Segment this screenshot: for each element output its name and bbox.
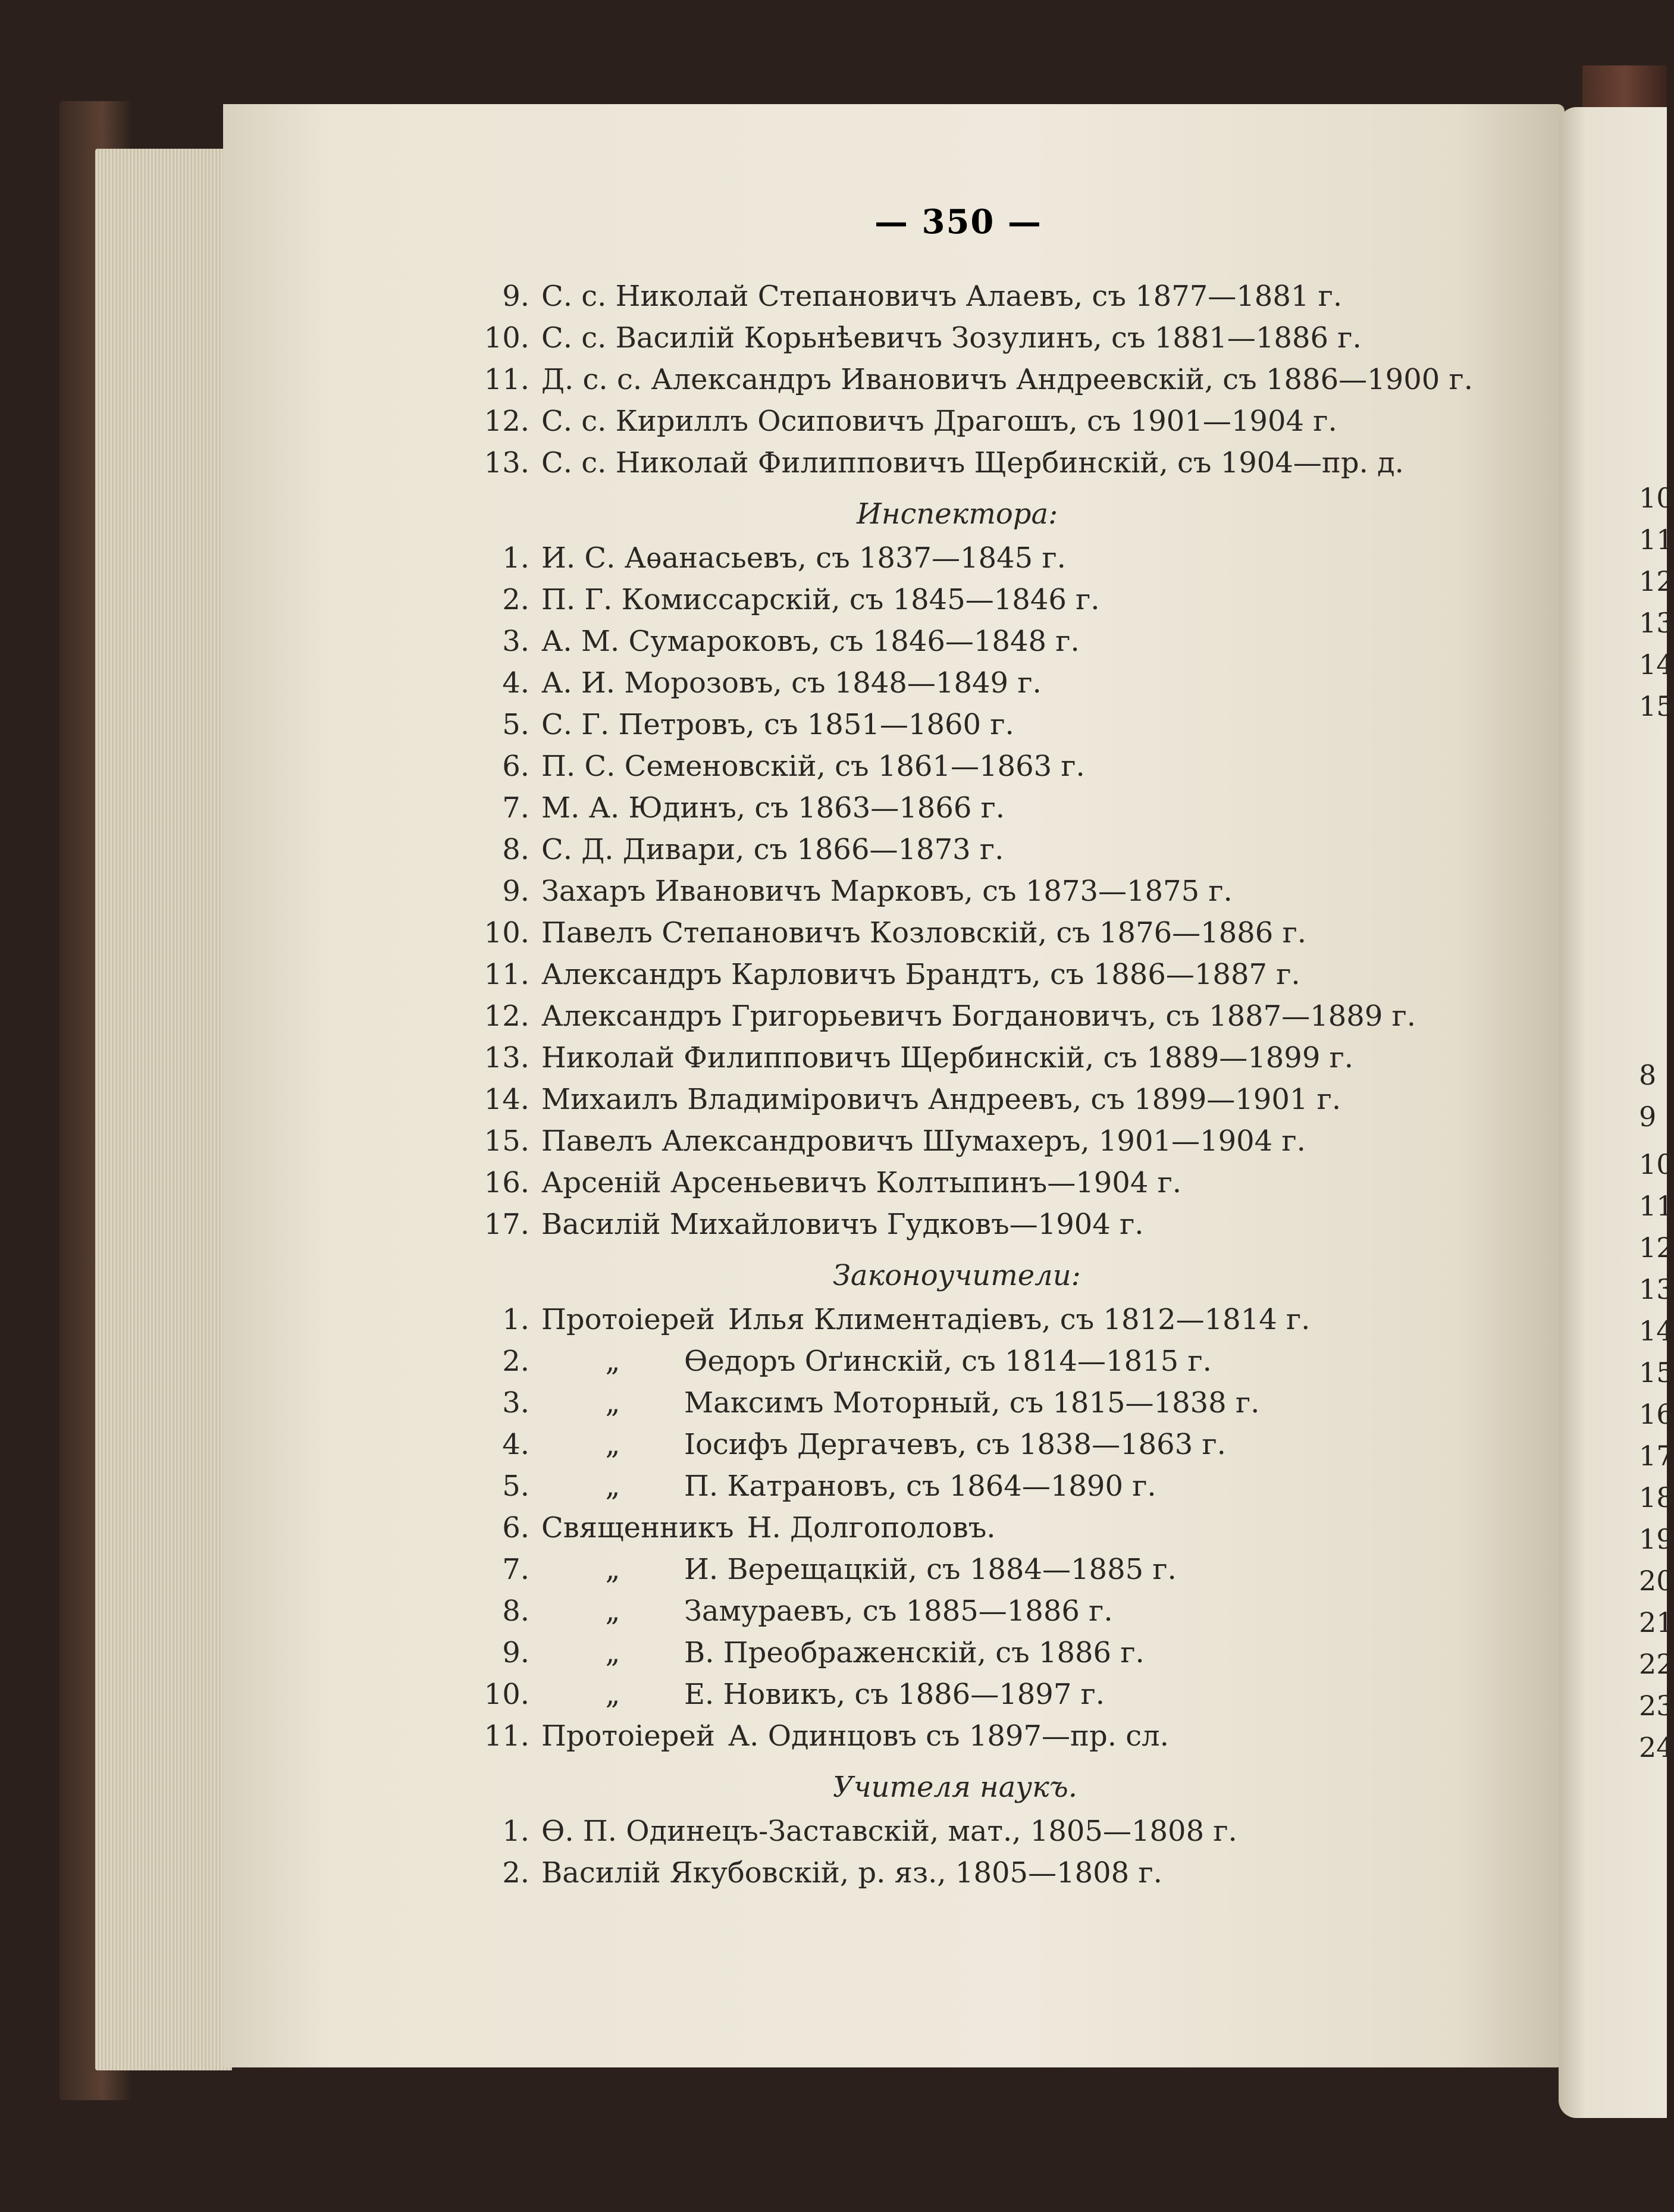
row-text: Михаилъ Владиміровичъ Андреевъ, съ 1899—1901 г. (541, 1083, 1341, 1116)
row-number: 13. (484, 1041, 529, 1074)
row-text: С. с. Кириллъ Осиповичъ Драгошъ, съ 1901—1904 г. (541, 405, 1337, 438)
clergy-title: Протоіерей (541, 1719, 715, 1753)
director-row (476, 363, 1473, 405)
law-teacher-row (476, 1511, 996, 1553)
row-number: 2. (502, 583, 529, 616)
row-text: Ѳ. П. Одинецъ-Заставскій, мат., 1805—1808 г. (541, 1815, 1237, 1848)
right-page (1559, 107, 1674, 2118)
row-number: 4. (502, 1428, 529, 1461)
row-text: Арсеній Арсеньевичъ Колтыпинъ—1904 г. (541, 1166, 1182, 1199)
row-number: 11. (484, 1719, 529, 1753)
right-page-number-fragment: 12 (1639, 1232, 1674, 1264)
row-number: 17. (484, 1208, 529, 1241)
inspector-row (476, 1083, 1341, 1124)
right-page-number-fragment: 14 (1639, 1315, 1674, 1347)
right-page-number-fragment: 15 (1639, 690, 1674, 722)
row-number: 11. (484, 363, 529, 396)
row-text: С. с. Василій Корьнѣевичъ Зозулинъ, съ 1881—1886 г. (541, 321, 1362, 355)
law-teacher-row (476, 1678, 1105, 1719)
clergy-title: „ (605, 1594, 620, 1628)
right-page-number-fragment: 13 (1639, 607, 1674, 639)
row-number: 12. (484, 1000, 529, 1033)
clergy-title: „ (605, 1428, 620, 1461)
row-text: Василій Михайловичъ Гудковъ—1904 г. (541, 1208, 1144, 1241)
law-teacher-row (476, 1428, 1226, 1470)
row-text: С. с. Николай Филипповичъ Щербинскій, съ 1904—пр. д. (541, 446, 1404, 480)
inspector-row (476, 708, 1014, 750)
clergy-title: „ (605, 1470, 620, 1503)
clergy-title: „ (605, 1678, 620, 1711)
row-text: М. А. Юдинъ, съ 1863—1866 г. (541, 791, 1005, 825)
right-page-number-fragment: 10 (1639, 482, 1674, 514)
row-text: Захаръ Ивановичъ Марковъ, съ 1873—1875 г. (541, 875, 1233, 908)
row-number: 11. (484, 958, 529, 991)
right-page-number-fragment: 8 (1639, 1059, 1657, 1091)
row-text: Александръ Григорьевичъ Богдановичъ, съ 1887—1889 г. (541, 1000, 1416, 1033)
row-text: Николай Филипповичъ Щербинскій, съ 1889—1899 г. (541, 1041, 1354, 1074)
law-teacher-row (476, 1719, 1169, 1761)
row-number: 8. (502, 1594, 529, 1628)
row-text: С. с. Николай Степановичъ Алаевъ, съ 1877—1881 г. (541, 280, 1343, 313)
row-number: 2. (502, 1345, 529, 1378)
inspector-row (476, 916, 1306, 958)
right-page-number-fragment: 21 (1639, 1606, 1674, 1638)
right-page-number-fragment: 19 (1639, 1523, 1674, 1555)
row-text: Іосифъ Дергачевъ, съ 1838—1863 г. (684, 1428, 1226, 1461)
inspector-row (476, 875, 1233, 916)
right-page-number-fragment: 11 (1639, 1190, 1674, 1222)
right-page-number-fragment: 24 (1639, 1731, 1674, 1763)
clergy-title: „ (605, 1386, 620, 1420)
page-number: — 350 — (874, 202, 1042, 242)
row-text: И. Верещацкій, съ 1884—1885 г. (684, 1553, 1177, 1586)
row-text: С. Д. Дивари, съ 1866—1873 г. (541, 833, 1004, 866)
director-row (476, 280, 1342, 321)
row-number: 10. (484, 1678, 529, 1711)
row-number: 9. (502, 280, 529, 313)
law-teacher-row (476, 1470, 1156, 1511)
science-teacher-row (476, 1856, 1162, 1898)
row-number: 16. (484, 1166, 529, 1199)
row-number: 5. (502, 708, 529, 741)
row-text: П. Катрановъ, съ 1864—1890 г. (684, 1470, 1156, 1503)
law-teacher-row (476, 1553, 1177, 1594)
inspector-row (476, 1208, 1143, 1249)
row-number: 1. (502, 541, 529, 575)
row-number: 5. (502, 1470, 529, 1503)
row-number: 9. (502, 1636, 529, 1669)
row-number: 6. (502, 750, 529, 783)
row-text: Павелъ Степановичъ Козловскій, съ 1876—1886 г. (541, 916, 1306, 950)
clergy-title: „ (605, 1636, 620, 1669)
row-number: 2. (502, 1856, 529, 1890)
right-page-number-fragment: 23 (1639, 1690, 1674, 1722)
law-teacher-row (476, 1594, 1113, 1636)
law-teacher-row (476, 1345, 1212, 1386)
right-page-number-fragment: 17 (1639, 1440, 1674, 1472)
row-text: П. Г. Комиссарскій, съ 1845—1846 г. (541, 583, 1100, 616)
row-number: 7. (502, 1553, 529, 1586)
row-text: И. С. Аѳанасьевъ, съ 1837—1845 г. (541, 541, 1066, 575)
row-text: В. Преображенскій, съ 1886 г. (684, 1636, 1145, 1669)
right-page-number-fragment: 22 (1639, 1648, 1674, 1680)
row-number: 1. (502, 1303, 529, 1336)
row-text: Ѳедоръ Оґинскій, съ 1814—1815 г. (684, 1345, 1212, 1378)
row-number: 13. (484, 446, 529, 480)
clergy-title: Священникъ (541, 1511, 734, 1544)
row-number: 12. (484, 405, 529, 438)
row-number: 14. (484, 1083, 529, 1116)
director-row (476, 321, 1362, 363)
row-number: 7. (502, 791, 529, 825)
right-page-number-fragment: 13 (1639, 1273, 1674, 1305)
clergy-title: „ (605, 1345, 620, 1378)
section-heading-teachers-sciences: Учителя наукъ. (833, 1771, 1077, 1804)
right-page-number-fragment: 18 (1639, 1481, 1674, 1514)
row-number: 3. (502, 625, 529, 658)
row-text: Павелъ Александровичъ Шумахеръ, 1901—1904 г. (541, 1124, 1306, 1158)
row-number: 1. (502, 1815, 529, 1848)
row-number: 10. (484, 916, 529, 950)
row-number: 3. (502, 1386, 529, 1420)
row-text: С. Г. Петровъ, съ 1851—1860 г. (541, 708, 1014, 741)
right-page-number-fragment: 14 (1639, 648, 1674, 681)
row-text: Замураевъ, съ 1885—1886 г. (684, 1594, 1113, 1628)
row-text: Василій Якубовскій, р. яз., 1805—1808 г. (541, 1856, 1162, 1890)
row-number: 4. (502, 666, 529, 700)
inspector-row (476, 1166, 1181, 1208)
row-text: Илья Климентадіевъ, съ 1812—1814 г. (728, 1303, 1311, 1336)
inspector-row (476, 583, 1100, 625)
row-text: Д. с. с. Александръ Ивановичъ Андреевскій, съ 1886—1900 г. (541, 363, 1473, 396)
law-teacher-row (476, 1386, 1259, 1428)
page-edges (95, 149, 232, 2070)
right-page-number-fragment: 15 (1639, 1356, 1674, 1389)
science-teacher-row (476, 1815, 1237, 1856)
inspector-row (476, 541, 1066, 583)
inspector-row (476, 1124, 1306, 1166)
director-row (476, 405, 1337, 446)
law-teacher-row (476, 1636, 1145, 1678)
inspector-row (476, 791, 1005, 833)
row-text: Максимъ Моторный, съ 1815—1838 г. (684, 1386, 1260, 1420)
right-page-number-fragment: 10 (1639, 1148, 1674, 1180)
right-page-number-fragment: 12 (1639, 565, 1674, 597)
right-page-number-fragment: 11 (1639, 524, 1674, 556)
right-page-number-fragment: 16 (1639, 1398, 1674, 1430)
row-number: 8. (502, 833, 529, 866)
row-text: Александръ Карловичъ Брандтъ, съ 1886—1887 г. (541, 958, 1300, 991)
clergy-title: Протоіерей (541, 1303, 715, 1336)
row-text: А. М. Сумароковъ, съ 1846—1848 г. (541, 625, 1080, 658)
row-text: П. С. Семеновскій, съ 1861—1863 г. (541, 750, 1085, 783)
row-text: А. Одинцовъ съ 1897—пр. сл. (728, 1719, 1169, 1753)
row-text: Н. Долгополовъ. (747, 1511, 996, 1544)
director-row (476, 446, 1404, 488)
row-number: 9. (502, 875, 529, 908)
inspector-row (476, 1000, 1416, 1041)
row-number: 15. (484, 1124, 529, 1158)
law-teacher-row (476, 1303, 1310, 1345)
row-text: Е. Новикъ, съ 1886—1897 г. (684, 1678, 1105, 1711)
inspector-row (476, 666, 1042, 708)
section-heading-inspectors: Инспектора: (857, 497, 1058, 531)
right-page-number-fragment: 9 (1639, 1101, 1657, 1133)
row-number: 10. (484, 321, 529, 355)
inspector-row (476, 833, 1004, 875)
inspector-row (476, 1041, 1353, 1083)
inspector-row (476, 625, 1080, 666)
row-number: 6. (502, 1511, 529, 1544)
row-text: А. И. Морозовъ, съ 1848—1849 г. (541, 666, 1042, 700)
inspector-row (476, 958, 1300, 1000)
clergy-title: „ (605, 1553, 620, 1586)
inspector-row (476, 750, 1085, 791)
right-page-number-fragment: 20 (1639, 1565, 1674, 1597)
section-heading-teachers-law: Законоучители: (833, 1259, 1081, 1292)
